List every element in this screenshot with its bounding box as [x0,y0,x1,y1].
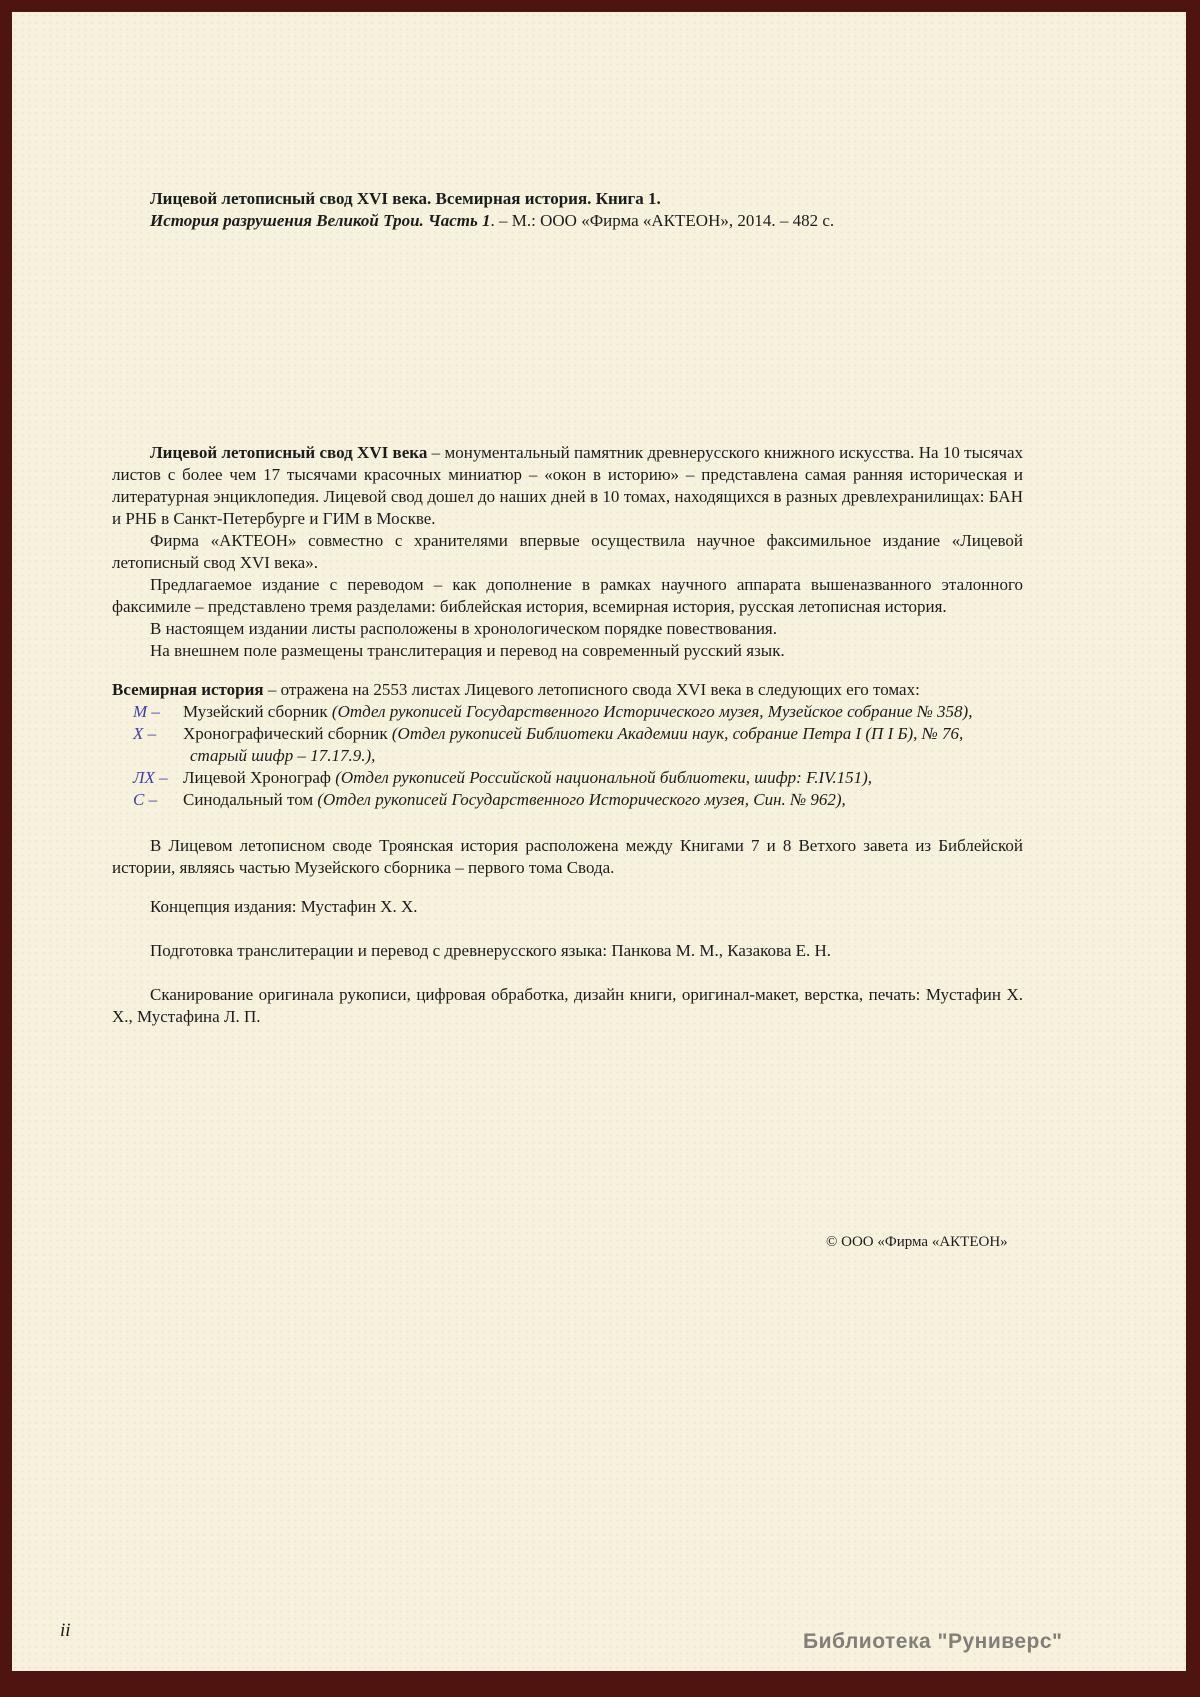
page-paper [12,12,1186,1671]
volumes-intro [112,679,1023,701]
bibliographic-title [150,188,970,232]
volume-name-chronographic: Хронографический сборник [183,724,392,743]
volume-note-chronographic: (Отдел рукописей Библиотеки Академии наук, собрание Петра I (П I Б), № 76, [391,724,964,743]
credit-translation: Подготовка транслитерации и перевод с древнерусского языка: Панкова М. М., Казакова Е. Н. [150,941,832,960]
paragraph-overview-body: – монументальный памятник древнерусского книжного искусства. На 10 тысячах листов с более чем 17 тысячами красочных миниатюр – «окон в историю» – представлена самая ранняя историческая и литературная энциклопедия. Лицевой свод дошел до наших дней в 10 томах, находящихся в разных древлехранилищах: БАН и РНБ в Санкт-Петербурге и ГИМ в Москве. [112,443,1023,528]
volume-row-chronograph [112,767,1023,789]
volume-row-synodal [112,789,1023,811]
copyright-line: © ООО «Фирма «АКТЕОН» [826,1234,1008,1250]
volume-note-muzeysky: (Отдел рукописей Государственного Исторического музея, Музейское собрание № 358), [331,702,973,721]
paragraph-overview-lead: Лицевой летописный свод XVI века [150,443,428,462]
volume-marker-s: С – [133,790,158,809]
paragraph-troy: В Лицевом летописном своде Троянская история расположена между Книгами 7 и 8 Ветхого завета из Библейской истории, являясь частью Музейского сборника – первого тома Свода. [112,836,1023,877]
volume-text-chronographic [183,723,1023,767]
volumes-intro-lead: Всемирная история [112,680,264,699]
volume-marker-h: Х – [133,724,157,743]
main-text-block [112,442,1023,1028]
volume-row-chronographic [112,723,1023,767]
volume-note-chronograph: (Отдел рукописей Российской национальной библиотеки, шифр: F.IV.151), [335,768,873,787]
volume-text-chronograph [183,767,1023,789]
credit-concept: Концепция издания: Мустафин Х. Х. [150,897,418,916]
volume-note-synodal: (Отдел рукописей Государственного Исторического музея, Син. № 962), [317,790,846,809]
paragraph-overview [112,442,1023,530]
title-line-1: Лицевой летописный свод XVI века. Всемирная история. Книга 1. [150,189,661,208]
credit-production: Сканирование оригинала рукописи, цифровая обработка, дизайн книги, оригинал-макет, верстка, печать: Мустафин Х. Х., Мустафина Л. П. [112,985,1023,1026]
title-line-2 [150,210,970,232]
title-line-2-imprint: . – М.: ООО «Фирма «АКТЕОН», 2014. – 482 с. [490,211,835,230]
volume-row-muzeysky [112,701,1023,723]
volume-name-synodal: Синодальный том [183,790,318,809]
library-watermark: Библиотека "Руниверс" [803,1630,1063,1653]
volume-marker-m: М – [133,702,160,721]
paragraph-margins: На внешнем поле размещены транслитерация и перевод на современный русский язык. [150,641,785,660]
paragraph-facsimile: Фирма «АКТЕОН» совместно с хранителями впервые осуществила научное факсимильное издание «Лицевой летописный свод XVI века». [112,531,1023,572]
volumes-intro-body: – отражена на 2553 листах Лицевого летописного свода XVI века в следующих его томах: [263,680,920,699]
title-line-2-italic: История разрушения Великой Трои. Часть 1 [150,211,491,230]
volume-name-muzeysky: Музейский сборник [183,702,332,721]
volume-note2-chronographic: старый шифр – 17.17.9.), [190,746,376,765]
volume-name-chronograph: Лицевой Хронограф [183,768,336,787]
paragraph-order: В настоящем издании листы расположены в хронологическом порядке повествования. [150,619,777,638]
volume-marker-lh: ЛХ – [133,768,168,787]
volume-text-synodal [183,789,1023,811]
paragraph-edition: Предлагаемое издание с переводом – как дополнение в рамках научного аппарата вышеназванного эталонного факсимиле – представлено тремя разделами: библейская история, всемирная история, русская летописная история. [112,575,1023,616]
volume-text-muzeysky [183,701,1023,723]
page-number: ii [60,1620,71,1641]
